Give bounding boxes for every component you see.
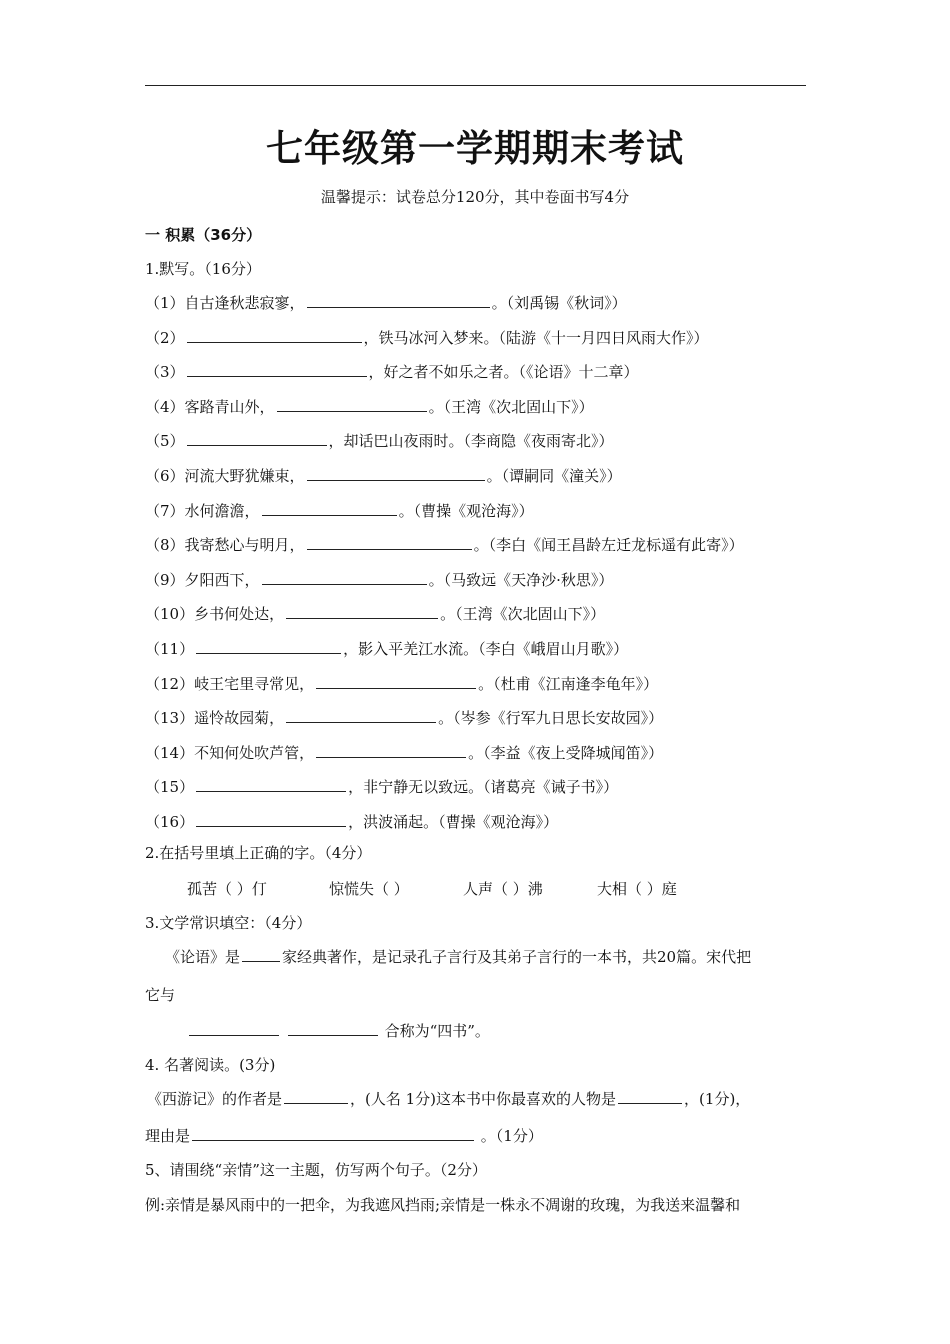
q4-text: ，(人名 1分)这本书中你最喜欢的人物是 [350, 1090, 617, 1108]
q5-heading: 5、请围绕“亲情”这一主题，仿写两个句子。（2分） [145, 1161, 487, 1179]
q1-item [145, 361, 639, 383]
q3-line2: 它与 [145, 986, 176, 1004]
q1-item [145, 638, 628, 660]
item-text: 我寄愁心与明月， [184, 536, 305, 555]
q3-heading: 3.文学常识填空：（4分） [145, 914, 312, 932]
item-number: （13） [145, 709, 195, 728]
q5-example: 例:亲情是暴风雨中的一把伞，为我遮风挡雨;亲情是一株永不凋谢的玫瑰，为我送来温馨和 [145, 1196, 741, 1214]
character-blank[interactable] [618, 1088, 682, 1104]
item-text: ，影入平羌江水流。（李白《峨眉山月歌》） [343, 640, 629, 658]
exam-tip: 温馨提示：试卷总分120分，其中卷面书写4分 [320, 188, 630, 206]
item-text: 水何澹澹， [184, 501, 260, 520]
item-text: 河流大野犹嫌束， [184, 467, 305, 485]
answer-blank[interactable] [189, 1020, 279, 1036]
q1-item [145, 327, 709, 349]
answer-blank[interactable] [316, 742, 466, 758]
answer-blank[interactable] [286, 603, 438, 619]
item-number: （16） [145, 813, 195, 831]
answer-blank[interactable] [307, 292, 490, 308]
q4-text: 《西游记》的作者是 [147, 1090, 283, 1108]
item-number: （14） [145, 743, 195, 762]
item-text: 。（王湾《次北固山下》） [428, 397, 594, 416]
header-rule [145, 85, 806, 86]
q1-item [145, 603, 605, 625]
q2-word: 孤苦（ ）仃 [187, 880, 267, 898]
item-text: 。（杜甫《江南逢李龟年》） [478, 674, 659, 693]
q3-line3 [187, 1020, 490, 1042]
answer-blank[interactable] [187, 327, 362, 343]
item-text: 。（李白《闻王昌龄左迁龙标遥有此寄》） [473, 536, 744, 555]
q4-heading: 4. 名著阅读。(3分) [145, 1056, 276, 1074]
item-number: （15） [145, 778, 195, 797]
answer-blank[interactable] [262, 500, 397, 516]
item-number: （1） [145, 294, 185, 312]
q1-item [145, 707, 663, 729]
item-text: 。（谭嗣同《潼关》） [486, 467, 622, 485]
item-text: 乡书何处达， [194, 605, 285, 624]
q2-word: 人声（ ）沸 [463, 880, 543, 898]
q4-line1 [147, 1088, 750, 1110]
q1-item [145, 430, 614, 452]
q3-text: 合称为“四书”。 [384, 1022, 490, 1040]
q1-heading: 1.默写。（16分） [145, 260, 261, 278]
item-text: 夕阳西下， [184, 570, 260, 589]
q1-item [145, 292, 627, 314]
item-text: 。（岑参《行军九日思长安故园》） [438, 709, 664, 728]
q3-text: 家经典著作，是记录孔子言行及其弟子言行的一本书，共20篇。宋代把 [282, 948, 752, 966]
answer-blank[interactable] [196, 638, 341, 654]
q1-item [145, 776, 618, 798]
author-blank[interactable] [284, 1088, 348, 1104]
item-number: （5） [145, 432, 185, 451]
q1-item [145, 465, 622, 487]
q2-words [187, 878, 677, 900]
item-text: 。（李益《夜上受降城闻笛》） [468, 743, 664, 762]
item-text: 。（刘禹锡《秋词》） [491, 294, 627, 312]
item-number: （6） [145, 467, 185, 485]
q4-line2 [145, 1125, 543, 1147]
q1-item [145, 396, 594, 418]
q4-text: ，(1分)， [684, 1090, 751, 1108]
item-number: （3） [145, 363, 185, 382]
item-text: ，非宁静无以致远。（诸葛亮《诫子书》） [348, 778, 619, 797]
q4-text: 。（1分） [476, 1127, 543, 1145]
answer-blank[interactable] [242, 946, 280, 962]
item-number: （10） [145, 605, 195, 624]
section-heading: 一 积累（36分） [145, 226, 262, 244]
item-text: 遥怜故园菊， [194, 709, 285, 728]
answer-blank[interactable] [286, 707, 436, 723]
q1-item [145, 811, 558, 833]
answer-blank[interactable] [316, 673, 476, 689]
q2-word: 大相（ ）庭 [597, 880, 677, 898]
q1-item [145, 569, 613, 591]
item-number: （11） [145, 640, 195, 658]
answer-blank[interactable] [187, 361, 367, 377]
reason-blank[interactable] [192, 1125, 474, 1141]
answer-blank[interactable] [196, 776, 346, 792]
q1-item [145, 673, 658, 695]
item-text: ，铁马冰河入梦来。（陆游《十一月四日风雨大作》） [363, 328, 709, 347]
answer-blank[interactable] [307, 534, 472, 550]
item-number: （2） [145, 328, 185, 347]
item-text: ，却话巴山夜雨时。（李商隐《夜雨寄北》） [328, 432, 614, 451]
item-text: 。（马致远《天净沙·秋思》） [428, 570, 614, 589]
answer-blank[interactable] [187, 430, 327, 446]
q1-item [145, 534, 744, 556]
item-text: ，洪波涌起。（曹操《观沧海》） [348, 813, 559, 831]
item-text: 岐王宅里寻常见， [194, 674, 315, 693]
item-number: （7） [145, 501, 185, 520]
item-number: （12） [145, 674, 195, 693]
q2-heading: 2.在括号里填上正确的字。（4分） [145, 844, 372, 862]
page-title: 七年级第一学期期末考试 [266, 127, 684, 170]
answer-blank[interactable] [288, 1020, 378, 1036]
q2-word: 惊慌失（ ） [329, 880, 409, 898]
q1-item [145, 500, 534, 522]
item-number: （4） [145, 397, 185, 416]
item-text: 。（曹操《观沧海》） [398, 501, 534, 520]
item-text: 自古逢秋悲寂寥， [184, 294, 305, 312]
q3-line1 [165, 946, 751, 968]
q4-text: 理由是 [145, 1127, 191, 1145]
answer-blank[interactable] [262, 569, 427, 585]
item-number: （8） [145, 536, 185, 555]
q3-text: 《论语》是 [165, 948, 241, 966]
item-text: 客路青山外， [184, 397, 275, 416]
answer-blank[interactable] [196, 811, 346, 827]
answer-blank[interactable] [307, 465, 485, 481]
item-number: （9） [145, 570, 185, 589]
item-text: 不知何处吹芦管， [194, 743, 315, 762]
q1-item [145, 742, 663, 764]
item-text: 。（王湾《次北固山下》） [440, 605, 606, 624]
item-text: ，好之者不如乐之者。（《论语》十二章） [368, 363, 639, 382]
answer-blank[interactable] [277, 396, 427, 412]
